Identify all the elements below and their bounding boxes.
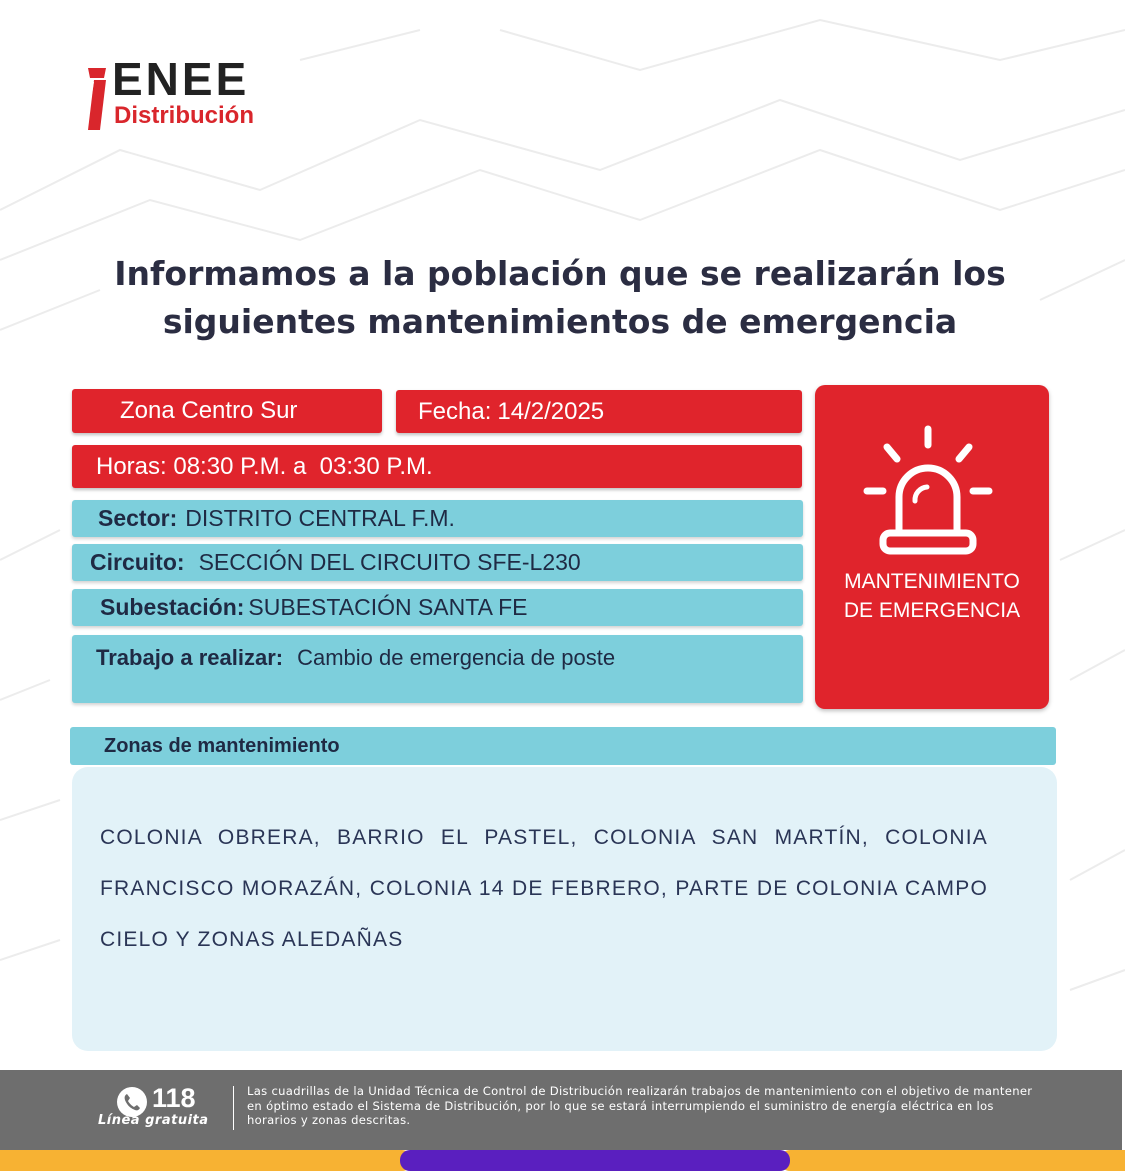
zonas-header: Zonas de mantenimiento (70, 727, 1056, 765)
zonas-text: COLONIA OBRERA, BARRIO EL PASTEL, COLONIA SAN MARTÍN, COLONIA FRANCISCO MORAZÁN, COLONIA 14 DE FEBRERO, PARTE DE COLONIA CAMPO CIELO Y ZONAS ALEDAÑAS (100, 826, 988, 951)
footer-divider (233, 1086, 234, 1130)
sector-value: DISTRITO CENTRAL F.M. (185, 505, 455, 531)
emergency-label (815, 567, 1049, 625)
bottom-bar-orange (0, 1150, 412, 1171)
subestacion-box (72, 589, 803, 626)
emergency-line-1: MANTENIMIENTO (844, 570, 1020, 593)
bottom-bar-orange-right (780, 1150, 1125, 1171)
fecha-box (396, 390, 802, 433)
subestacion-label: Subestación: (100, 594, 245, 620)
bottom-bar-purple (400, 1150, 790, 1171)
zona-box (72, 389, 382, 433)
circuito-box (72, 544, 803, 581)
trabajo-label: Trabajo a realizar: (96, 645, 284, 670)
enee-logo (84, 53, 304, 134)
phone-label: Línea gratuita (98, 1113, 209, 1128)
headline: Informamos a la población que se realizarán los siguientes mantenimientos de emergencia (114, 254, 1006, 341)
footer-text: Las cuadrillas de la Unidad Técnica de Control de Distribución realizarán trabajos de mantenimiento con el objetivo de mantener en óptimo estado el Sistema de Distribución, por lo que se estará interrumpiendo el suministro de energía eléctrica en los horarios y zonas descritas. (247, 1084, 1033, 1127)
siren-icon (857, 423, 1007, 559)
trabajo-value: Cambio de emergencia de poste (297, 645, 616, 670)
sector-label: Sector: (98, 505, 178, 531)
emergency-card (815, 385, 1049, 709)
fecha-label: Fecha: (418, 397, 492, 425)
circuito-label: Circuito: (90, 549, 185, 575)
zona-value: Zona Centro Sur (120, 397, 298, 424)
fecha-value: 14/2/2025 (497, 397, 605, 425)
footer (0, 1070, 1122, 1150)
trabajo-box (72, 635, 803, 703)
brand-subname: Distribución (114, 102, 255, 129)
brand-name: ENEE (112, 53, 250, 105)
subestacion-value: SUBESTACIÓN SANTA FE (248, 594, 528, 620)
sector-box (72, 500, 803, 537)
horas-box (72, 445, 802, 488)
circuito-value: SECCIÓN DEL CIRCUITO SFE-L230 (198, 549, 581, 575)
emergency-line-2: DE EMERGENCIA (843, 599, 1021, 622)
enee-logo-mark (84, 66, 108, 130)
phone-number: 118 (152, 1083, 196, 1113)
horas-value: Horas: 08:30 P.M. a 03:30 P.M. (96, 452, 433, 480)
